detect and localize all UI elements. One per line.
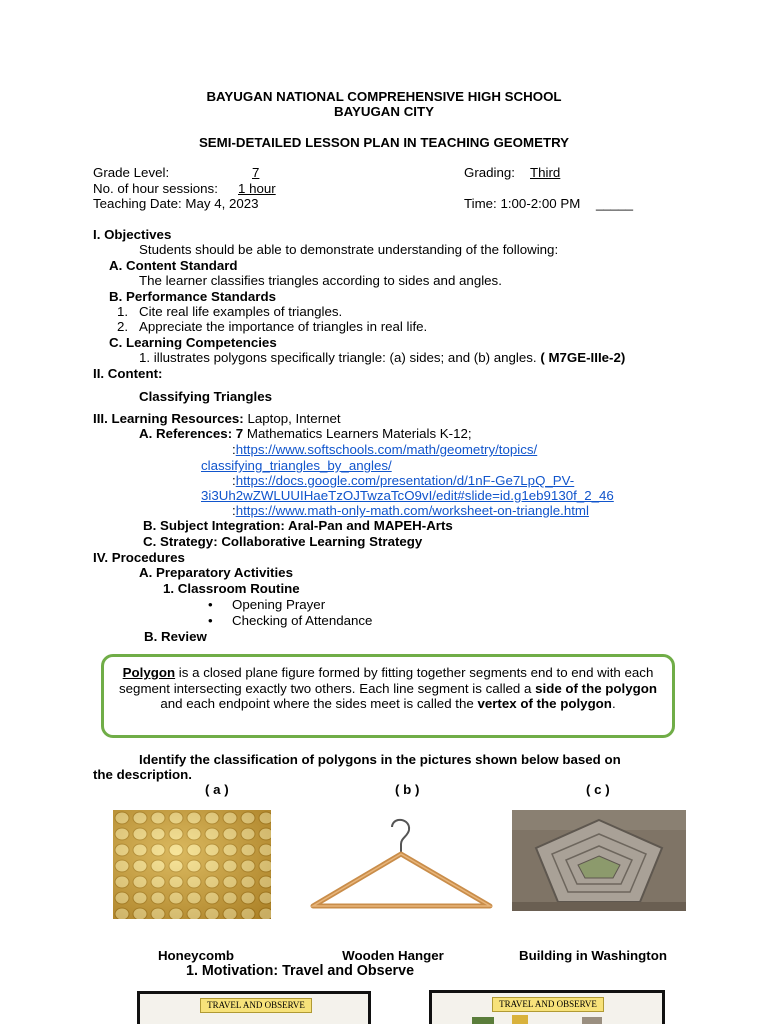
subject-integration: B. Subject Integration: Aral-Pan and MAPEH-Arts: [143, 518, 453, 533]
hours-value: 1 hour: [238, 181, 276, 196]
grade-label: Grade Level:: [93, 165, 170, 180]
strategy: C. Strategy: Collaborative Learning Strategy: [143, 534, 423, 549]
picture-label-a: ( a ): [205, 782, 229, 797]
hours-label: No. of hour sessions:: [93, 181, 218, 196]
colon: :: [232, 473, 236, 488]
colon: :: [232, 442, 236, 457]
routine-item: • Checking of Attendance: [232, 613, 372, 628]
grading-label: Grading:: [464, 165, 515, 180]
caption-wooden-hanger: Wooden Hanger: [342, 948, 444, 963]
grading-value: Third: [530, 165, 561, 180]
reference-link-1-cont: [201, 458, 392, 473]
activity-instruction-line-1: Identify the classification of polygons in the pictures shown below based on: [139, 752, 621, 767]
performance-item-number-1: 1.: [117, 304, 129, 319]
pentagon-building-image: [512, 810, 686, 911]
definition-term: Polygon: [122, 665, 176, 680]
references-text: Mathematics Learners Materials K-12;: [246, 426, 472, 441]
competency-code: ( M7GE-IIIe-2): [540, 350, 626, 365]
time-blank: _____: [596, 196, 633, 211]
references-line: [139, 426, 472, 441]
picture-label-c: ( c ): [586, 782, 610, 797]
google-slides-link-cont[interactable]: 3i3Uh2wZWLUUIHaeTzOJTwzaTcO9vI/edit#slide=id.g1eb9130f_2_46: [201, 488, 614, 503]
objectives-heading: I. Objectives: [93, 227, 172, 242]
document-title: SEMI-DETAILED LESSON PLAN IN TEACHING GEOMETRY: [198, 135, 570, 150]
math-only-math-link[interactable]: https://www.math-only-math.com/worksheet-on-triangle.html: [235, 503, 589, 518]
definition-text-1: is a closed plane figure formed by fitting together segments end to end with each segment intersecting exactly two others. Each line segment is called a: [119, 665, 654, 696]
honeycomb-image: [113, 810, 271, 919]
activity-instruction-line-2: the description.: [93, 767, 192, 782]
reference-link-2-cont: [201, 488, 614, 503]
travel-observe-slide-2: [429, 990, 665, 1024]
teaching-date: Teaching Date: May 4, 2023: [93, 196, 259, 211]
learning-competency-text: [139, 350, 625, 365]
definition-vertex: vertex of the polygon: [477, 696, 612, 711]
polygon-definition-box: [101, 654, 675, 738]
caption-honeycomb: Honeycomb: [157, 948, 235, 963]
performance-item-number-2: 2.: [117, 319, 129, 334]
softschools-link-cont[interactable]: classifying_triangles_by_angles/: [201, 458, 392, 473]
reference-link-1: [232, 442, 537, 457]
picture-label-b: ( b ): [395, 782, 420, 797]
learning-resources-line: [93, 411, 341, 426]
performance-item: Appreciate the importance of triangles in real life.: [139, 319, 428, 334]
preparatory-activities-heading: A. Preparatory Activities: [139, 565, 293, 580]
learning-resources-value: Laptop, Internet: [247, 411, 341, 426]
definition-text-3: .: [611, 696, 616, 711]
reference-link-3: [232, 503, 589, 518]
slide-banner: TRAVEL AND OBSERVE: [492, 997, 604, 1012]
google-slides-link[interactable]: https://docs.google.com/presentation/d/1nF-Ge7LpQ_PV-: [235, 473, 575, 488]
performance-item: Cite real life examples of triangles.: [139, 304, 343, 319]
classroom-routine-heading: 1. Classroom Routine: [163, 581, 300, 596]
competency-description: 1. illustrates polygons specifically triangle: (a) sides; and (b) angles.: [139, 350, 537, 365]
travel-observe-slide-1: [137, 991, 371, 1024]
motivation-heading: 1. Motivation: Travel and Observe: [186, 963, 415, 979]
colon: :: [232, 503, 236, 518]
learning-competencies-heading: C. Learning Competencies: [109, 335, 277, 350]
grade-value: 7: [252, 165, 260, 180]
routine-item: • Opening Prayer: [232, 597, 325, 612]
content-standard-heading: A. Content Standard: [109, 258, 238, 273]
school-city: BAYUGAN CITY: [334, 104, 434, 119]
references-label: A. References: 7: [139, 426, 244, 441]
slide-banner: TRAVEL AND OBSERVE: [200, 998, 312, 1013]
caption-building: Building in Washington: [519, 948, 667, 963]
objectives-intro: Students should be able to demonstrate understanding of the following:: [139, 242, 559, 257]
reference-link-2: [232, 473, 574, 488]
definition-side: side of the polygon: [535, 680, 657, 696]
slide-photo: [512, 1015, 528, 1024]
learning-resources-heading: III. Learning Resources:: [93, 411, 244, 426]
content-standard-text: The learner classifies triangles according to sides and angles.: [139, 273, 502, 288]
softschools-link[interactable]: https://www.softschools.com/math/geometry/topics/: [235, 442, 538, 457]
performance-standards-heading: B. Performance Standards: [109, 289, 277, 304]
review-heading: B. Review: [144, 629, 207, 644]
content-heading: II. Content:: [93, 366, 163, 381]
procedures-heading: IV. Procedures: [93, 550, 185, 565]
school-name: BAYUGAN NATIONAL COMPREHENSIVE HIGH SCHOOL: [206, 89, 562, 104]
definition-text-2: and each endpoint where the sides meet is called the: [160, 696, 478, 711]
slide-photo: [472, 1017, 494, 1024]
wooden-hanger-image: [308, 818, 494, 914]
slide-photo: [582, 1017, 602, 1024]
content-topic: Classifying Triangles: [139, 389, 273, 404]
time-line: Time: 1:00-2:00 PM: [464, 196, 581, 211]
